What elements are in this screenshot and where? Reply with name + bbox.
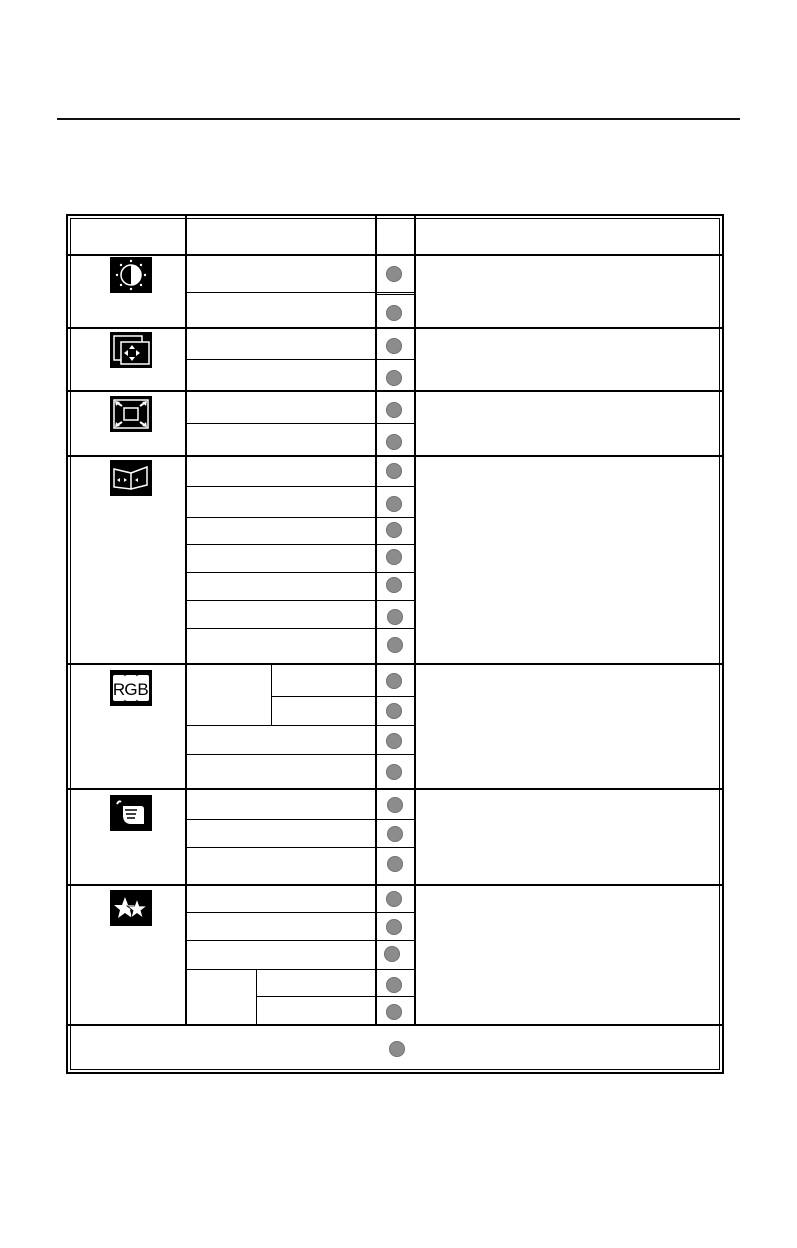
key-dot [387, 637, 403, 653]
key-dot [386, 370, 402, 386]
row-divider [187, 628, 414, 629]
column-divider-key [414, 216, 416, 1026]
key-dot [386, 434, 402, 450]
column-divider-item [375, 216, 377, 1026]
key-dot [387, 826, 403, 842]
column-divider-icon [185, 216, 187, 1026]
position-icon [110, 332, 152, 368]
row-divider [187, 725, 414, 726]
key-dot [386, 266, 402, 282]
key-dot [386, 733, 402, 749]
row-divider [257, 996, 414, 997]
key-dot [386, 764, 402, 780]
key-dot [384, 946, 400, 962]
star-misc-icon [110, 890, 152, 926]
size-icon [110, 396, 152, 432]
header-description-cell [416, 216, 722, 254]
key-dot [386, 496, 402, 512]
key-dot [387, 797, 403, 813]
header-divider [68, 254, 722, 256]
row-divider [187, 600, 414, 601]
row-divider [187, 969, 414, 970]
key-dot [386, 402, 402, 418]
osd-menu-table [66, 214, 724, 1074]
row-divider [272, 696, 414, 697]
group-divider [68, 663, 722, 665]
row-divider [187, 359, 414, 360]
key-dot [387, 856, 403, 872]
footer-key-dot [389, 1041, 405, 1057]
row-divider [187, 572, 414, 573]
row-divider [187, 940, 414, 941]
group-divider [68, 390, 722, 392]
row-divider [187, 486, 414, 487]
row-divider [187, 754, 414, 755]
group-divider [68, 327, 722, 329]
key-dot [386, 673, 402, 689]
key-dot [386, 977, 402, 993]
svg-text:R: R [112, 680, 126, 699]
key-dot [386, 522, 402, 538]
rgb-color-icon [110, 670, 152, 706]
key-dot [386, 891, 402, 907]
key-dot [386, 703, 402, 719]
hand-language-icon [110, 795, 152, 831]
key-divider [376, 294, 414, 295]
row-divider [187, 423, 414, 424]
key-dot [386, 305, 402, 321]
row-divider [187, 847, 414, 848]
row-divider [187, 292, 414, 293]
key-dot [387, 609, 403, 625]
header-icon-cell [68, 216, 186, 254]
subcolumn-divider [271, 665, 272, 726]
key-dot [386, 1004, 402, 1020]
group-divider [68, 455, 722, 457]
header-rule [57, 118, 740, 120]
geometry-icon [110, 460, 152, 496]
row-divider [187, 912, 414, 913]
key-dot [386, 919, 402, 935]
svg-text:B: B [137, 680, 149, 699]
key-dot [386, 463, 402, 479]
header-key-cell [376, 216, 414, 254]
header-item-cell [188, 216, 374, 254]
row-divider [187, 517, 414, 518]
svg-text:G: G [124, 680, 138, 699]
brightness-contrast-icon [110, 257, 152, 293]
subcolumn-divider [256, 970, 257, 1024]
row-divider [187, 819, 414, 820]
group-divider [68, 788, 722, 790]
key-dot [386, 577, 402, 593]
group-divider [68, 884, 722, 886]
row-divider [187, 544, 414, 545]
key-dot [386, 549, 402, 565]
key-dot [386, 338, 402, 354]
